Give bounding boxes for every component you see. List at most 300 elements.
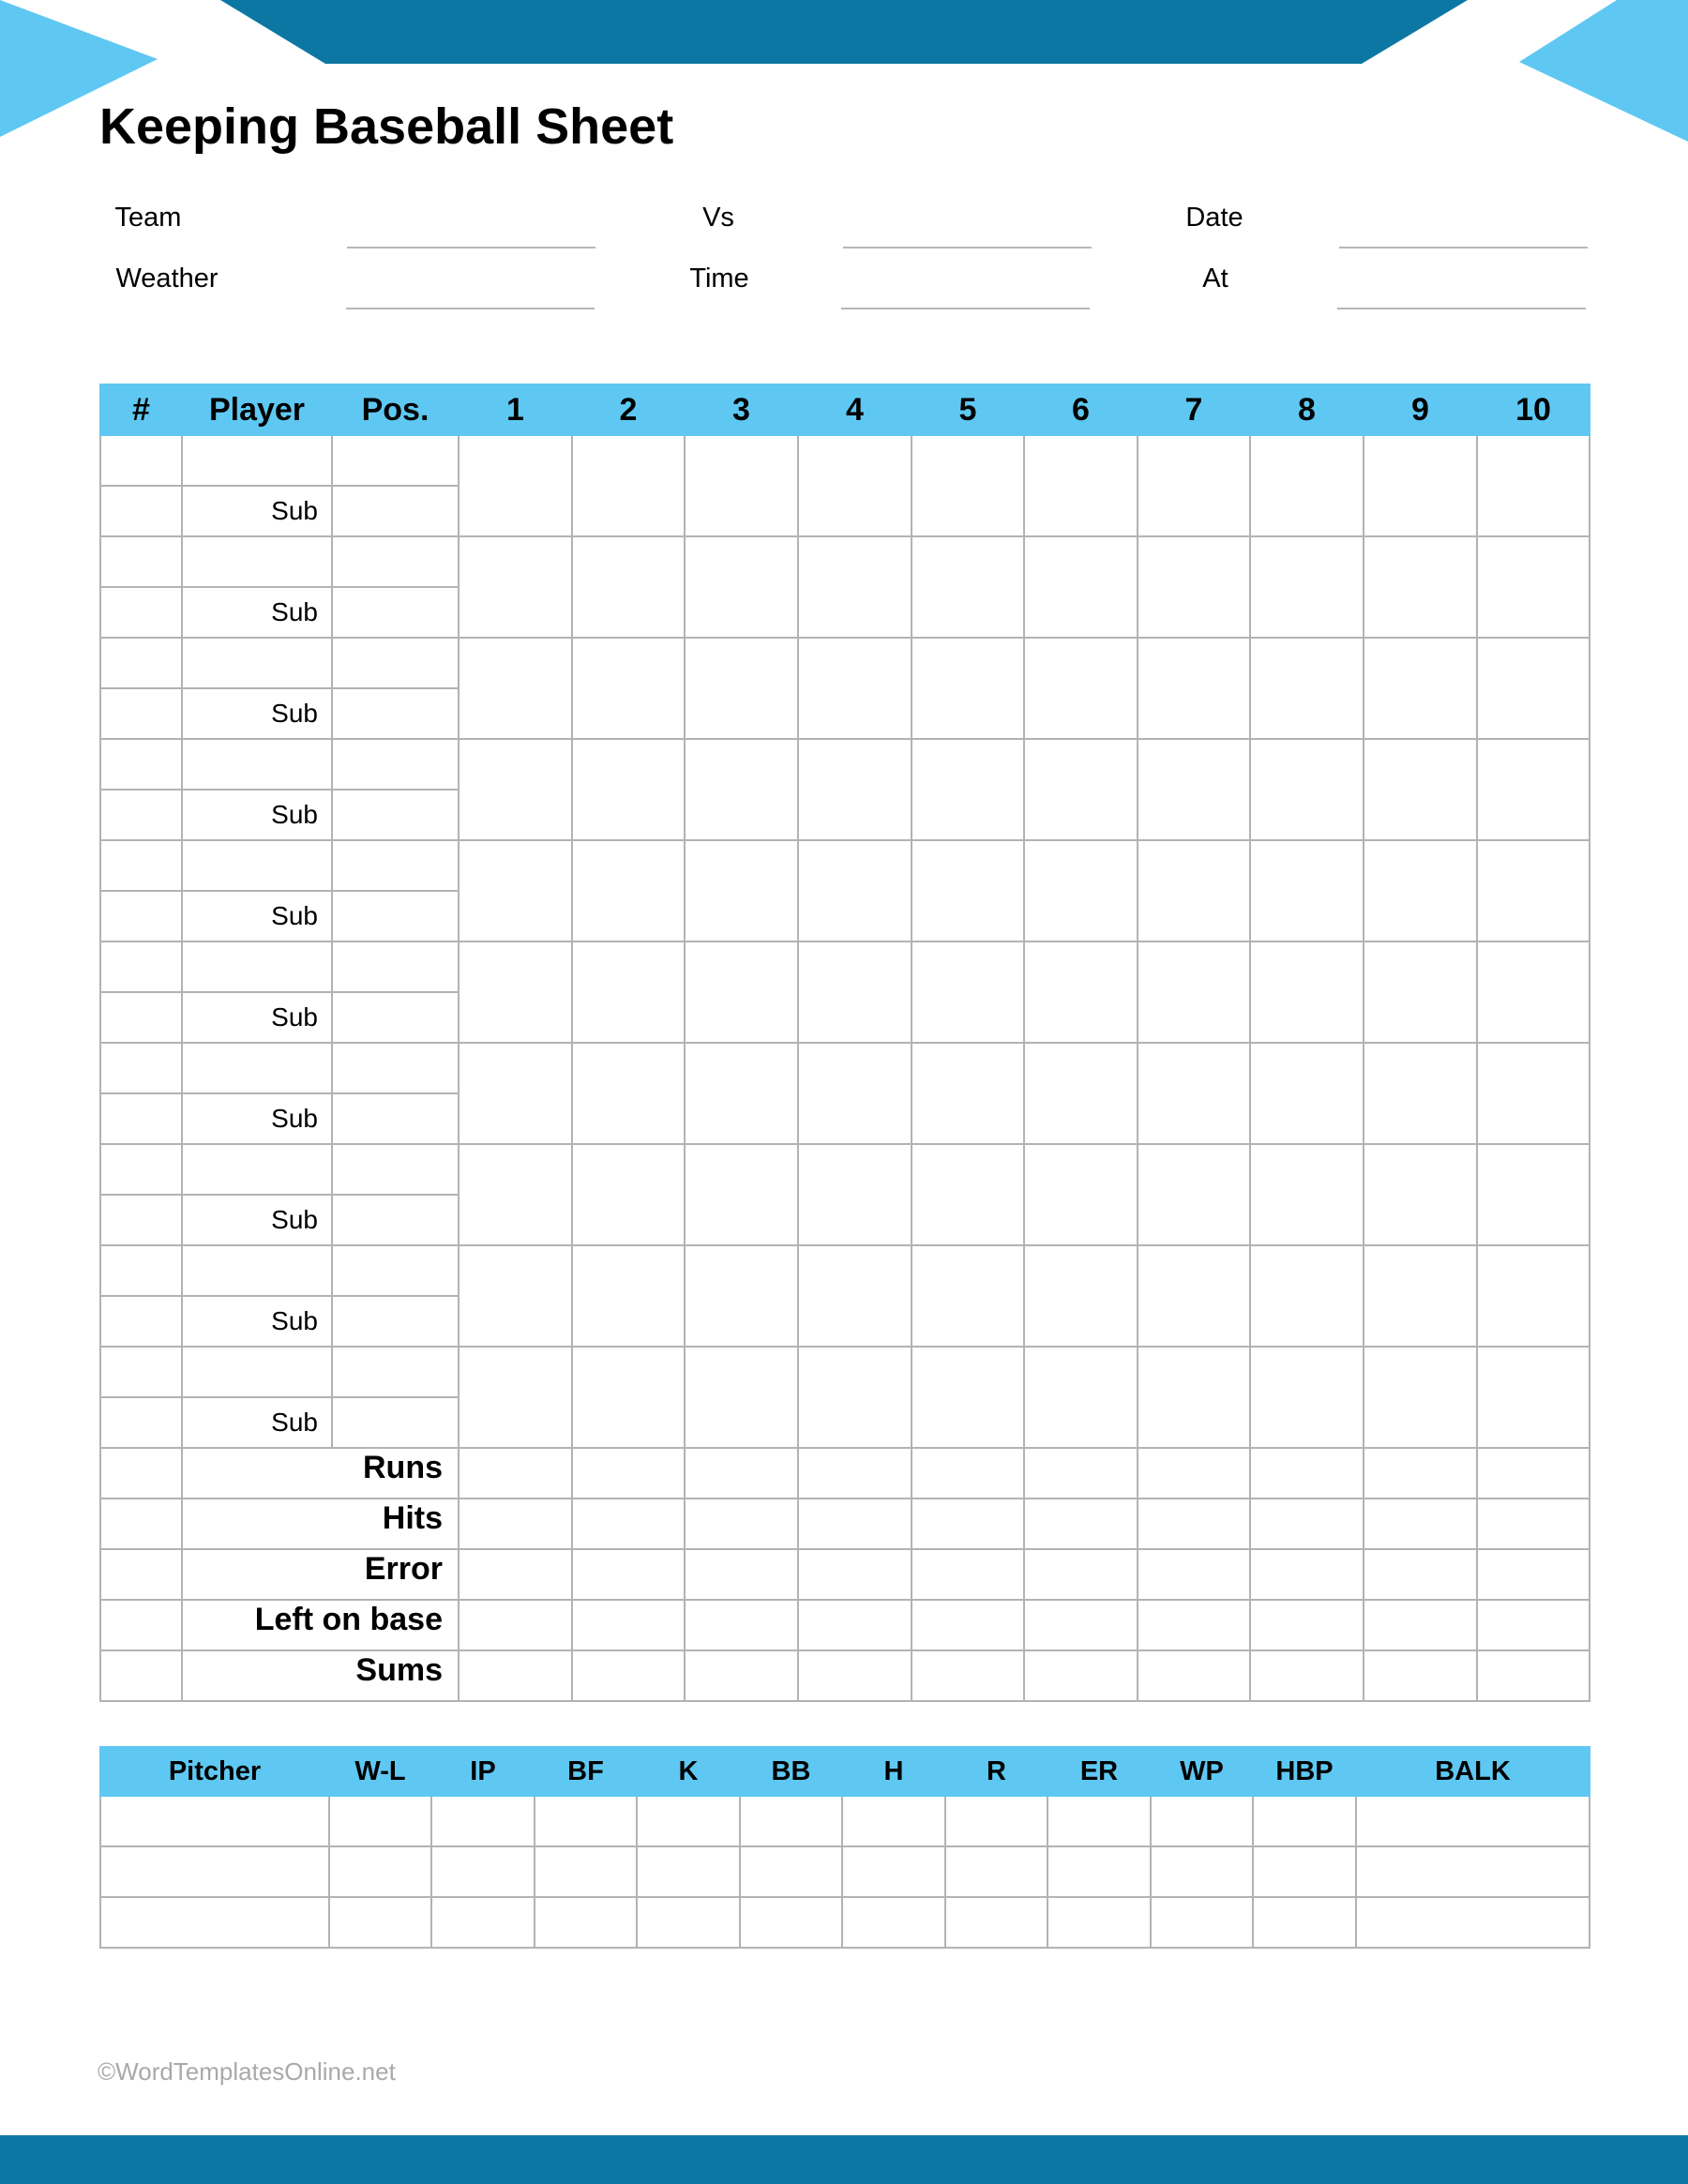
inning-6-cell[interactable] (1024, 536, 1138, 638)
inning-9-cell[interactable] (1364, 941, 1477, 1043)
position-cell[interactable] (332, 1144, 459, 1195)
pitcher-stat-cell[interactable] (945, 1796, 1047, 1846)
inning-1-cell[interactable] (459, 1347, 572, 1448)
sub-position-cell[interactable] (332, 1296, 459, 1347)
header-inning-4: 4 (798, 384, 912, 435)
totals-inning-1-cell[interactable] (459, 1549, 572, 1600)
inning-4-cell[interactable] (798, 435, 912, 536)
totals-inning-4-cell[interactable] (798, 1650, 912, 1701)
inning-10-cell[interactable] (1477, 1043, 1590, 1144)
team-label: Team (114, 203, 182, 233)
footer-credit: ©WordTemplatesOnline.net (98, 2057, 396, 2086)
header-number: # (100, 384, 182, 435)
totals-blank-cell (100, 1650, 182, 1701)
totals-inning-2-cell[interactable] (572, 1650, 685, 1701)
totals-row (100, 1650, 1590, 1701)
inning-9-cell[interactable] (1364, 1043, 1477, 1144)
inning-4-cell[interactable] (798, 1144, 912, 1245)
totals-inning-4-cell[interactable] (798, 1499, 912, 1549)
inning-1-cell[interactable] (459, 1144, 572, 1245)
number-cell[interactable] (100, 941, 182, 992)
header-inning-3: 3 (685, 384, 798, 435)
pitcher-stat-cell[interactable] (945, 1846, 1047, 1897)
pitching-body (100, 1796, 1590, 1948)
totals-inning-9-cell[interactable] (1364, 1499, 1477, 1549)
sub-number-cell[interactable] (100, 1093, 182, 1144)
header-er: ER (1047, 1747, 1151, 1796)
position-cell[interactable] (332, 739, 459, 790)
totals-inning-3-cell[interactable] (685, 1600, 798, 1650)
inning-8-cell[interactable] (1250, 1144, 1364, 1245)
header-player: Player (182, 384, 332, 435)
totals-inning-2-cell[interactable] (572, 1549, 685, 1600)
inning-7-cell[interactable] (1138, 536, 1250, 638)
inning-10-cell[interactable] (1477, 739, 1590, 840)
totals-inning-5-cell[interactable] (912, 1448, 1024, 1499)
pitcher-row (100, 1897, 1590, 1948)
sub-number-cell[interactable] (100, 1296, 182, 1347)
sub-number-cell[interactable] (100, 992, 182, 1043)
inning-4-cell[interactable] (798, 941, 912, 1043)
inning-1-cell[interactable] (459, 1043, 572, 1144)
header-inning-6: 6 (1024, 384, 1138, 435)
number-cell[interactable] (100, 638, 182, 688)
inning-7-cell[interactable] (1138, 435, 1250, 536)
pitcher-stat-cell[interactable] (431, 1846, 535, 1897)
sub-position-cell[interactable] (332, 688, 459, 739)
inning-8-cell[interactable] (1250, 941, 1364, 1043)
pitcher-stat-cell[interactable] (100, 1897, 329, 1948)
sub-number-cell[interactable] (100, 587, 182, 638)
sub-label-cell[interactable]: Sub (182, 587, 332, 638)
pitcher-stat-cell[interactable] (431, 1897, 535, 1948)
inning-10-cell[interactable] (1477, 435, 1590, 536)
inning-3-cell[interactable] (685, 435, 798, 536)
inning-7-cell[interactable] (1138, 941, 1250, 1043)
sub-position-cell[interactable] (332, 1397, 459, 1448)
totals-inning-6-cell[interactable] (1024, 1600, 1138, 1650)
player-name-cell[interactable] (182, 941, 332, 992)
pitcher-stat-cell[interactable] (945, 1897, 1047, 1948)
totals-inning-10-cell[interactable] (1477, 1499, 1590, 1549)
header-inning-1: 1 (459, 384, 572, 435)
sub-position-cell[interactable] (332, 587, 459, 638)
inning-3-cell[interactable] (685, 840, 798, 941)
totals-row (100, 1448, 1590, 1499)
inning-4-cell[interactable] (798, 536, 912, 638)
inning-8-cell[interactable] (1250, 739, 1364, 840)
inning-7-cell[interactable] (1138, 638, 1250, 739)
pitcher-stat-cell[interactable] (740, 1897, 842, 1948)
totals-label: Runs (182, 1448, 459, 1499)
pitcher-stat-cell[interactable] (329, 1897, 431, 1948)
position-cell[interactable] (332, 435, 459, 486)
inning-6-cell[interactable] (1024, 1347, 1138, 1448)
inning-7-cell[interactable] (1138, 1144, 1250, 1245)
player-name-cell[interactable] (182, 638, 332, 688)
header-h: H (842, 1747, 945, 1796)
header-w-l: W-L (329, 1747, 431, 1796)
pitcher-stat-cell[interactable] (1151, 1897, 1253, 1948)
sub-label-cell[interactable]: Sub (182, 486, 332, 536)
time-label: Time (689, 264, 749, 294)
totals-inning-9-cell[interactable] (1364, 1650, 1477, 1701)
player-row (100, 941, 1590, 992)
position-cell[interactable] (332, 1043, 459, 1093)
totals-inning-1-cell[interactable] (459, 1600, 572, 1650)
totals-inning-5-cell[interactable] (912, 1650, 1024, 1701)
inning-5-cell[interactable] (912, 1245, 1024, 1347)
sub-label-cell[interactable]: Sub (182, 891, 332, 941)
header-bb: BB (740, 1747, 842, 1796)
inning-5-cell[interactable] (912, 536, 1024, 638)
inning-6-cell[interactable] (1024, 1245, 1138, 1347)
inning-3-cell[interactable] (685, 536, 798, 638)
totals-label: Left on base (182, 1600, 459, 1650)
player-name-cell[interactable] (182, 536, 332, 587)
at-label: At (1202, 264, 1228, 294)
inning-8-cell[interactable] (1250, 435, 1364, 536)
sub-position-cell[interactable] (332, 486, 459, 536)
totals-inning-7-cell[interactable] (1138, 1549, 1250, 1600)
pitcher-stat-cell[interactable] (842, 1846, 945, 1897)
sub-label-cell[interactable]: Sub (182, 1397, 332, 1448)
pitcher-stat-cell[interactable] (329, 1846, 431, 1897)
sub-label-cell[interactable]: Sub (182, 1195, 332, 1245)
at-line[interactable] (1337, 308, 1586, 309)
vs-label: Vs (702, 203, 734, 233)
totals-inning-2-cell[interactable] (572, 1499, 685, 1549)
position-cell[interactable] (332, 840, 459, 891)
totals-inning-7-cell[interactable] (1138, 1448, 1250, 1499)
inning-5-cell[interactable] (912, 941, 1024, 1043)
pitcher-stat-cell[interactable] (535, 1846, 637, 1897)
number-cell[interactable] (100, 840, 182, 891)
number-cell[interactable] (100, 536, 182, 587)
player-name-cell[interactable] (182, 1245, 332, 1296)
player-name-cell[interactable] (182, 1347, 332, 1397)
inning-4-cell[interactable] (798, 1043, 912, 1144)
inning-1-cell[interactable] (459, 840, 572, 941)
pitcher-stat-cell[interactable] (535, 1897, 637, 1948)
totals-inning-7-cell[interactable] (1138, 1650, 1250, 1701)
pitcher-stat-cell[interactable] (1253, 1796, 1356, 1846)
sub-number-cell[interactable] (100, 486, 182, 536)
player-name-cell[interactable] (182, 840, 332, 891)
inning-5-cell[interactable] (912, 840, 1024, 941)
sub-number-cell[interactable] (100, 1195, 182, 1245)
header-balk: BALK (1356, 1747, 1590, 1796)
inning-3-cell[interactable] (685, 1347, 798, 1448)
inning-3-cell[interactable] (685, 739, 798, 840)
totals-inning-10-cell[interactable] (1477, 1650, 1590, 1701)
number-cell[interactable] (100, 1144, 182, 1195)
inning-9-cell[interactable] (1364, 536, 1477, 638)
number-cell[interactable] (100, 435, 182, 486)
sub-label-cell[interactable]: Sub (182, 790, 332, 840)
totals-inning-8-cell[interactable] (1250, 1549, 1364, 1600)
pitcher-stat-cell[interactable] (329, 1796, 431, 1846)
inning-6-cell[interactable] (1024, 840, 1138, 941)
inning-1-cell[interactable] (459, 435, 572, 536)
sub-position-cell[interactable] (332, 790, 459, 840)
sub-position-cell[interactable] (332, 891, 459, 941)
team-line[interactable] (347, 247, 595, 249)
position-cell[interactable] (332, 536, 459, 587)
totals-inning-8-cell[interactable] (1250, 1650, 1364, 1701)
sub-number-cell[interactable] (100, 688, 182, 739)
totals-inning-10-cell[interactable] (1477, 1448, 1590, 1499)
pitcher-stat-cell[interactable] (842, 1796, 945, 1846)
inning-10-cell[interactable] (1477, 1347, 1590, 1448)
inning-5-cell[interactable] (912, 638, 1024, 739)
totals-inning-2-cell[interactable] (572, 1600, 685, 1650)
totals-row (100, 1549, 1590, 1600)
scoring-table (99, 384, 1590, 1702)
position-cell[interactable] (332, 1347, 459, 1397)
totals-inning-9-cell[interactable] (1364, 1549, 1477, 1600)
inning-2-cell[interactable] (572, 638, 685, 739)
sub-position-cell[interactable] (332, 1093, 459, 1144)
player-row (100, 1347, 1590, 1397)
inning-6-cell[interactable] (1024, 941, 1138, 1043)
number-cell[interactable] (100, 1043, 182, 1093)
inning-10-cell[interactable] (1477, 1144, 1590, 1245)
totals-inning-1-cell[interactable] (459, 1650, 572, 1701)
inning-8-cell[interactable] (1250, 1043, 1364, 1144)
inning-5-cell[interactable] (912, 739, 1024, 840)
inning-3-cell[interactable] (685, 1043, 798, 1144)
pitcher-stat-cell[interactable] (100, 1846, 329, 1897)
pitcher-stat-cell[interactable] (740, 1796, 842, 1846)
inning-8-cell[interactable] (1250, 1245, 1364, 1347)
header-inning-10: 10 (1477, 384, 1590, 435)
totals-inning-6-cell[interactable] (1024, 1650, 1138, 1701)
pitcher-stat-cell[interactable] (535, 1796, 637, 1846)
totals-inning-6-cell[interactable] (1024, 1448, 1138, 1499)
inning-9-cell[interactable] (1364, 1245, 1477, 1347)
sub-position-cell[interactable] (332, 1195, 459, 1245)
inning-2-cell[interactable] (572, 739, 685, 840)
inning-6-cell[interactable] (1024, 638, 1138, 739)
pitcher-stat-cell[interactable] (1356, 1796, 1590, 1846)
totals-inning-8-cell[interactable] (1250, 1448, 1364, 1499)
totals-blank-cell (100, 1600, 182, 1650)
totals-inning-4-cell[interactable] (798, 1448, 912, 1499)
pitcher-stat-cell[interactable] (1151, 1796, 1253, 1846)
position-cell[interactable] (332, 638, 459, 688)
totals-inning-7-cell[interactable] (1138, 1499, 1250, 1549)
totals-inning-10-cell[interactable] (1477, 1600, 1590, 1650)
inning-2-cell[interactable] (572, 435, 685, 536)
inning-1-cell[interactable] (459, 941, 572, 1043)
header-wp: WP (1151, 1747, 1253, 1796)
sub-position-cell[interactable] (332, 992, 459, 1043)
totals-inning-5-cell[interactable] (912, 1499, 1024, 1549)
totals-inning-1-cell[interactable] (459, 1448, 572, 1499)
totals-inning-9-cell[interactable] (1364, 1448, 1477, 1499)
player-name-cell[interactable] (182, 435, 332, 486)
weather-label: Weather (115, 264, 219, 294)
totals-inning-6-cell[interactable] (1024, 1549, 1138, 1600)
inning-9-cell[interactable] (1364, 1144, 1477, 1245)
pitcher-stat-cell[interactable] (1047, 1897, 1151, 1948)
inning-2-cell[interactable] (572, 1245, 685, 1347)
inning-4-cell[interactable] (798, 739, 912, 840)
player-name-cell[interactable] (182, 1144, 332, 1195)
date-label: Date (1185, 203, 1243, 233)
header-inning-7: 7 (1138, 384, 1250, 435)
totals-inning-4-cell[interactable] (798, 1600, 912, 1650)
inning-2-cell[interactable] (572, 840, 685, 941)
inning-6-cell[interactable] (1024, 1043, 1138, 1144)
inning-8-cell[interactable] (1250, 1347, 1364, 1448)
header-ip: IP (431, 1747, 535, 1796)
inning-10-cell[interactable] (1477, 1245, 1590, 1347)
pitcher-row (100, 1846, 1590, 1897)
inning-7-cell[interactable] (1138, 1347, 1250, 1448)
inning-5-cell[interactable] (912, 435, 1024, 536)
inning-4-cell[interactable] (798, 1245, 912, 1347)
inning-3-cell[interactable] (685, 941, 798, 1043)
inning-6-cell[interactable] (1024, 739, 1138, 840)
inning-2-cell[interactable] (572, 1144, 685, 1245)
inning-5-cell[interactable] (912, 1144, 1024, 1245)
inning-10-cell[interactable] (1477, 941, 1590, 1043)
inning-2-cell[interactable] (572, 941, 685, 1043)
inning-1-cell[interactable] (459, 536, 572, 638)
player-name-cell[interactable] (182, 739, 332, 790)
header-inning-9: 9 (1364, 384, 1477, 435)
totals-inning-10-cell[interactable] (1477, 1549, 1590, 1600)
pitcher-stat-cell[interactable] (1151, 1846, 1253, 1897)
header-position: Pos. (332, 384, 459, 435)
pitcher-stat-cell[interactable] (1253, 1846, 1356, 1897)
number-cell[interactable] (100, 1347, 182, 1397)
vs-line[interactable] (843, 247, 1092, 249)
totals-inning-6-cell[interactable] (1024, 1499, 1138, 1549)
inning-8-cell[interactable] (1250, 840, 1364, 941)
pitcher-stat-cell[interactable] (637, 1897, 740, 1948)
player-row (100, 739, 1590, 790)
pitcher-stat-cell[interactable] (431, 1796, 535, 1846)
sub-label-cell[interactable]: Sub (182, 992, 332, 1043)
weather-line[interactable] (346, 308, 595, 309)
sub-number-cell[interactable] (100, 1397, 182, 1448)
inning-3-cell[interactable] (685, 1245, 798, 1347)
totals-inning-3-cell[interactable] (685, 1549, 798, 1600)
inning-8-cell[interactable] (1250, 536, 1364, 638)
totals-inning-7-cell[interactable] (1138, 1600, 1250, 1650)
totals-inning-2-cell[interactable] (572, 1448, 685, 1499)
inning-4-cell[interactable] (798, 638, 912, 739)
inning-7-cell[interactable] (1138, 1043, 1250, 1144)
inning-6-cell[interactable] (1024, 1144, 1138, 1245)
pitcher-stat-cell[interactable] (1047, 1796, 1151, 1846)
inning-2-cell[interactable] (572, 1043, 685, 1144)
header-inning-8: 8 (1250, 384, 1364, 435)
pitcher-stat-cell[interactable] (637, 1796, 740, 1846)
sub-label-cell[interactable]: Sub (182, 688, 332, 739)
inning-2-cell[interactable] (572, 1347, 685, 1448)
inning-7-cell[interactable] (1138, 739, 1250, 840)
page-title: Keeping Baseball Sheet (99, 98, 674, 155)
player-row (100, 638, 1590, 688)
inning-9-cell[interactable] (1364, 739, 1477, 840)
number-cell[interactable] (100, 1245, 182, 1296)
date-line[interactable] (1339, 247, 1588, 249)
pitcher-stat-cell[interactable] (842, 1897, 945, 1948)
inning-4-cell[interactable] (798, 840, 912, 941)
totals-inning-9-cell[interactable] (1364, 1600, 1477, 1650)
sub-number-cell[interactable] (100, 790, 182, 840)
totals-inning-4-cell[interactable] (798, 1549, 912, 1600)
inning-5-cell[interactable] (912, 1043, 1024, 1144)
number-cell[interactable] (100, 739, 182, 790)
pitcher-stat-cell[interactable] (100, 1796, 329, 1846)
pitcher-stat-cell[interactable] (1356, 1846, 1590, 1897)
inning-2-cell[interactable] (572, 536, 685, 638)
totals-inning-1-cell[interactable] (459, 1499, 572, 1549)
header-bf: BF (535, 1747, 637, 1796)
inning-3-cell[interactable] (685, 1144, 798, 1245)
pitcher-stat-cell[interactable] (1253, 1897, 1356, 1948)
totals-inning-8-cell[interactable] (1250, 1499, 1364, 1549)
inning-10-cell[interactable] (1477, 840, 1590, 941)
pitcher-stat-cell[interactable] (1356, 1897, 1590, 1948)
sub-label-cell[interactable]: Sub (182, 1093, 332, 1144)
pitcher-stat-cell[interactable] (740, 1846, 842, 1897)
pitcher-stat-cell[interactable] (637, 1846, 740, 1897)
pitching-header-row (100, 1747, 1590, 1796)
inning-7-cell[interactable] (1138, 840, 1250, 941)
sub-number-cell[interactable] (100, 891, 182, 941)
pitching-table (99, 1746, 1590, 1949)
position-cell[interactable] (332, 941, 459, 992)
inning-4-cell[interactable] (798, 1347, 912, 1448)
position-cell[interactable] (332, 1245, 459, 1296)
time-line[interactable] (841, 308, 1090, 309)
inning-9-cell[interactable] (1364, 1347, 1477, 1448)
inning-5-cell[interactable] (912, 1347, 1024, 1448)
player-name-cell[interactable] (182, 1043, 332, 1093)
totals-inning-3-cell[interactable] (685, 1499, 798, 1549)
inning-1-cell[interactable] (459, 739, 572, 840)
inning-1-cell[interactable] (459, 638, 572, 739)
totals-inning-8-cell[interactable] (1250, 1600, 1364, 1650)
sub-label-cell[interactable]: Sub (182, 1296, 332, 1347)
inning-8-cell[interactable] (1250, 638, 1364, 739)
inning-9-cell[interactable] (1364, 638, 1477, 739)
inning-1-cell[interactable] (459, 1245, 572, 1347)
pitcher-stat-cell[interactable] (1047, 1846, 1151, 1897)
inning-10-cell[interactable] (1477, 638, 1590, 739)
inning-6-cell[interactable] (1024, 435, 1138, 536)
inning-9-cell[interactable] (1364, 435, 1477, 536)
totals-inning-3-cell[interactable] (685, 1650, 798, 1701)
player-row (100, 1245, 1590, 1296)
inning-3-cell[interactable] (685, 638, 798, 739)
inning-10-cell[interactable] (1477, 536, 1590, 638)
inning-9-cell[interactable] (1364, 840, 1477, 941)
player-row (100, 840, 1590, 891)
totals-inning-3-cell[interactable] (685, 1448, 798, 1499)
totals-row (100, 1499, 1590, 1549)
inning-7-cell[interactable] (1138, 1245, 1250, 1347)
totals-inning-5-cell[interactable] (912, 1549, 1024, 1600)
totals-inning-5-cell[interactable] (912, 1600, 1024, 1650)
header-r: R (945, 1747, 1047, 1796)
